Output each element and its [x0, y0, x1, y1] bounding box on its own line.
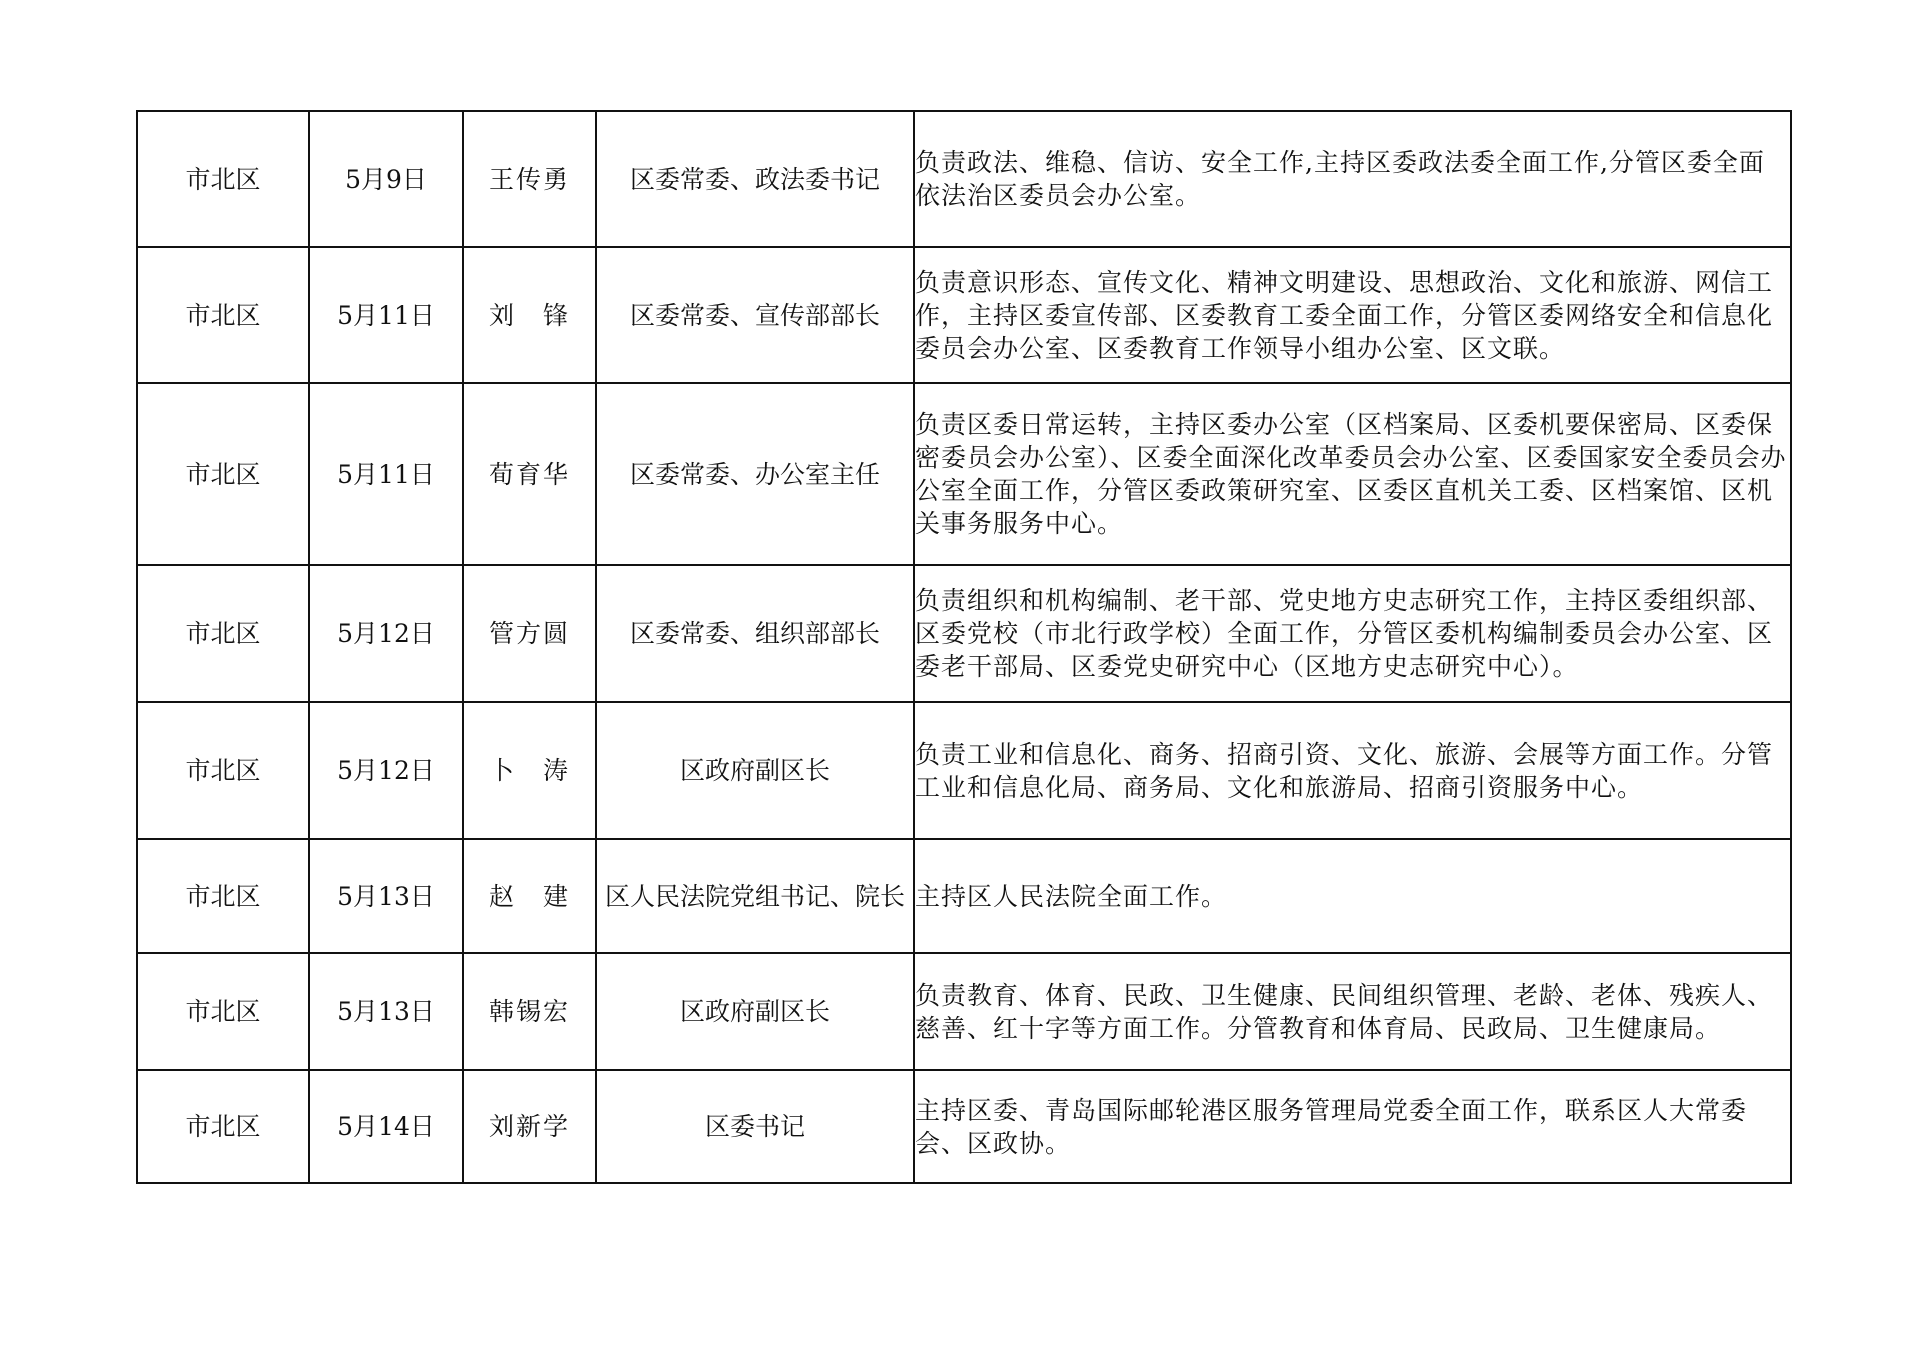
district-cell: 市北区	[137, 565, 309, 702]
table-row	[137, 953, 1791, 1070]
date-cell: 5月12日	[309, 565, 463, 702]
date-cell: 5月12日	[309, 702, 463, 839]
table-row	[137, 839, 1791, 953]
position-cell: 区委常委、宣传部部长	[596, 247, 914, 383]
district-cell: 市北区	[137, 839, 309, 953]
position-cell: 区人民法院党组书记、院长	[596, 839, 914, 953]
district-cell: 市北区	[137, 953, 309, 1070]
date-cell: 5月13日	[309, 839, 463, 953]
name-cell: 卜 涛	[463, 702, 596, 839]
position-cell: 区委常委、政法委书记	[596, 111, 914, 247]
date-cell: 5月9日	[309, 111, 463, 247]
table-row	[137, 247, 1791, 383]
name-cell: 管方圆	[463, 565, 596, 702]
date-cell: 5月11日	[309, 247, 463, 383]
name-cell: 刘 锋	[463, 247, 596, 383]
position-cell: 区委书记	[596, 1070, 914, 1183]
duties-cell: 负责教育、体育、民政、卫生健康、民间组织管理、老龄、老体、残疾人、慈善、红十字等方面工作。分管教育和体育局、民政局、卫生健康局。	[914, 953, 1791, 1070]
date-cell: 5月13日	[309, 953, 463, 1070]
schedule-table	[136, 110, 1792, 1184]
duties-cell: 负责意识形态、宣传文化、精神文明建设、思想政治、文化和旅游、网信工作，主持区委宣传部、区委教育工委全面工作，分管区委网络安全和信息化委员会办公室、区委教育工作领导小组办公室、区文联。	[914, 247, 1791, 383]
name-cell: 赵 建	[463, 839, 596, 953]
duties-cell: 负责政法、维稳、信访、安全工作,主持区委政法委全面工作,分管区委全面依法治区委员会办公室。	[914, 111, 1791, 247]
position-cell: 区政府副区长	[596, 702, 914, 839]
table-row	[137, 565, 1791, 702]
district-cell: 市北区	[137, 383, 309, 565]
name-cell: 刘新学	[463, 1070, 596, 1183]
table-row	[137, 383, 1791, 565]
duties-cell: 负责区委日常运转，主持区委办公室（区档案局、区委机要保密局、区委保密委员会办公室）、区委全面深化改革委员会办公室、区委国家安全委员会办公室全面工作，分管区委政策研究室、区委区直机关工委、区档案馆、区机关事务服务中心。	[914, 383, 1791, 565]
duties-cell: 主持区人民法院全面工作。	[914, 839, 1791, 953]
date-cell: 5月11日	[309, 383, 463, 565]
district-cell: 市北区	[137, 1070, 309, 1183]
duties-cell: 主持区委、青岛国际邮轮港区服务管理局党委全面工作，联系区人大常委会、区政协。	[914, 1070, 1791, 1183]
table-row	[137, 1070, 1791, 1183]
date-cell: 5月14日	[309, 1070, 463, 1183]
district-cell: 市北区	[137, 111, 309, 247]
position-cell: 区委常委、办公室主任	[596, 383, 914, 565]
name-cell: 韩锡宏	[463, 953, 596, 1070]
name-cell: 荀育华	[463, 383, 596, 565]
district-cell: 市北区	[137, 702, 309, 839]
district-cell: 市北区	[137, 247, 309, 383]
table-row	[137, 702, 1791, 839]
position-cell: 区政府副区长	[596, 953, 914, 1070]
position-cell: 区委常委、组织部部长	[596, 565, 914, 702]
table-row	[137, 111, 1791, 247]
duties-cell: 负责组织和机构编制、老干部、党史地方史志研究工作，主持区委组织部、区委党校（市北行政学校）全面工作，分管区委机构编制委员会办公室、区委老干部局、区委党史研究中心（区地方史志研究中心）。	[914, 565, 1791, 702]
duties-cell: 负责工业和信息化、商务、招商引资、文化、旅游、会展等方面工作。分管工业和信息化局、商务局、文化和旅游局、招商引资服务中心。	[914, 702, 1791, 839]
name-cell: 王传勇	[463, 111, 596, 247]
